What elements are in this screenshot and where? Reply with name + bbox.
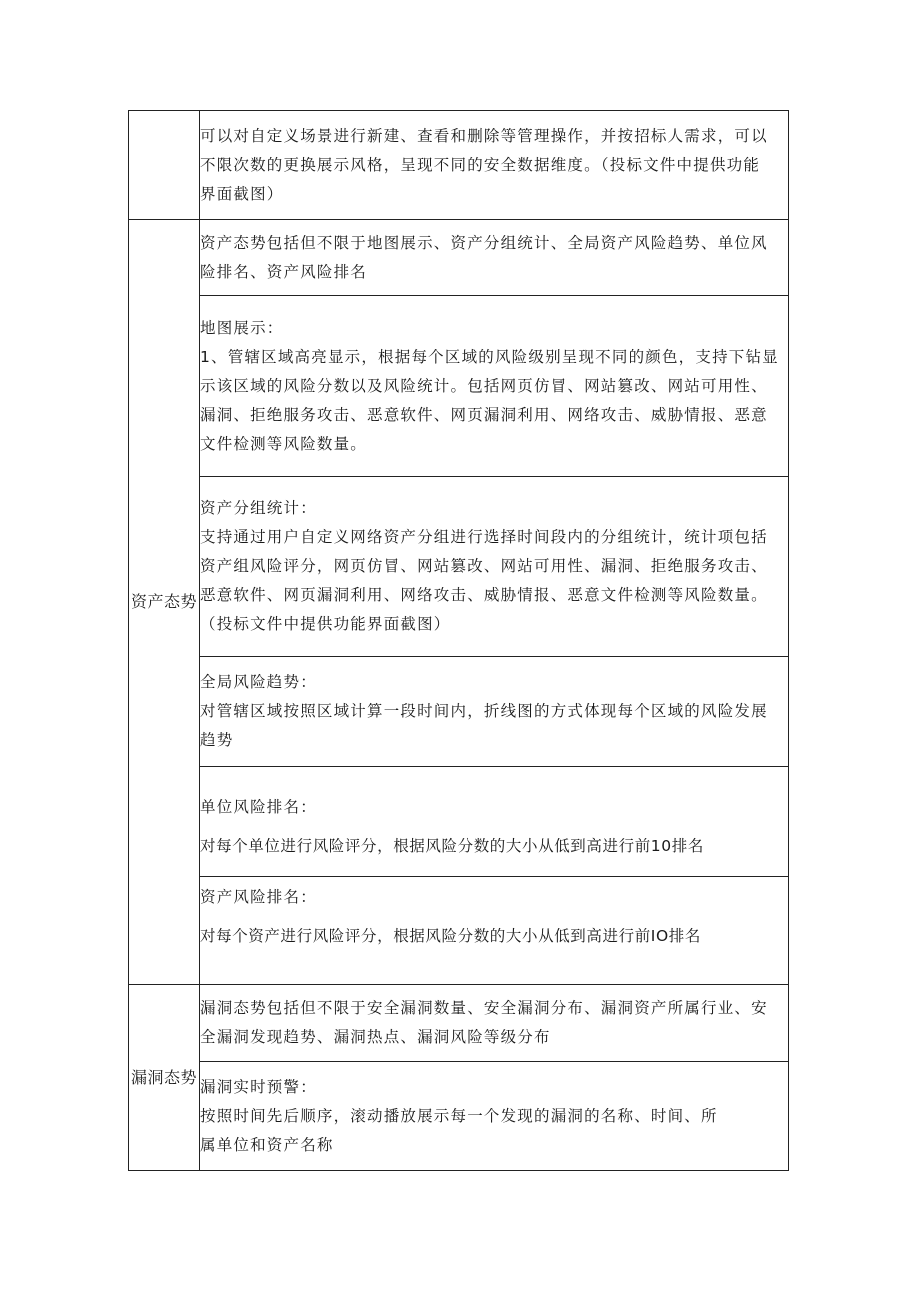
table-row (129, 767, 789, 877)
text-line: 示该区域的风险分数以及风险统计。包括网页仿冒、网站篡改、网站可用性、 (200, 376, 768, 395)
text-line: 对每个单位进行风险评分，根据风险分数的大小从低到高进行前10排名 (200, 836, 704, 855)
text-line: 文件检测等风险数量。 (200, 434, 368, 453)
description-cell (200, 296, 789, 477)
description-cell (200, 985, 789, 1062)
description-cell (200, 477, 789, 657)
text-line: 界面截图） (200, 184, 284, 203)
category-cell (129, 111, 200, 220)
table-row (129, 220, 789, 296)
text-line: 对管辖区域按照区域计算一段时间内，折线图的方式体现每个区域的风险发展 (200, 702, 768, 720)
text-line: 按照时间先后顺序，滚动播放展示每一个发现的漏洞的名称、时间、所 (200, 1106, 718, 1125)
text-line: 1、管辖区域高亮显示，根据每个区域的风险级别呈现不同的颜色，支持下钻显 (200, 347, 779, 366)
text-line: 全漏洞发现趋势、漏洞热点、漏洞风险等级分布 (200, 1028, 551, 1046)
text-line: 支持通过用户自定义网络资产分组进行选择时间段内的分组统计，统计项包括 (200, 528, 768, 546)
requirements-table (128, 110, 789, 1171)
description-cell (200, 1062, 789, 1171)
description-cell (200, 877, 789, 985)
category-asset-situation: 资产态势 (129, 220, 200, 985)
text-line: 资产风险排名： (200, 888, 317, 906)
text-line: 恶意软件、网页漏洞利用、网络攻击、威胁情报、恶意文件检测等风险数量。 (200, 586, 768, 604)
text-line: （投标文件中提供功能界面截图） (200, 615, 451, 633)
text-line: 单位风险排名： (200, 797, 317, 816)
table-row (129, 111, 789, 220)
text-line: 对每个资产进行风险评分，根据风险分数的大小从低到高进行前IO排名 (200, 927, 701, 945)
text-line: 漏洞态势包括但不限于安全漏洞数量、安全漏洞分布、漏洞资产所属行业、安 (200, 999, 768, 1017)
text-line: 资产组风险评分，网页仿冒、网站篡改、网站可用性、漏洞、拒绝服务攻击、 (200, 557, 768, 575)
text-line: 漏洞、拒绝服务攻击、恶意软件、网页漏洞利用、网络攻击、威胁情报、恶意 (200, 405, 768, 424)
text-line: 资产态势包括但不限于地图展示、资产分组统计、全局资产风险趋势、单位风 (200, 233, 768, 252)
table-row (129, 877, 789, 985)
description-cell (200, 220, 789, 296)
table-row (129, 477, 789, 657)
text-line: 属单位和资产名称 (200, 1135, 334, 1154)
text-line: 趋势 (200, 731, 234, 749)
text-line: 全局风险趋势： (200, 673, 317, 691)
description-cell (200, 767, 789, 877)
description-cell (200, 657, 789, 767)
text-line: 地图展示： (200, 318, 284, 337)
category-vulnerability-situation: 漏洞态势 (129, 985, 200, 1171)
table-row (129, 657, 789, 767)
text-line: 险排名、资产风险排名 (200, 262, 368, 281)
table-row (129, 1062, 789, 1171)
text-line: 资产分组统计： (200, 499, 317, 517)
text-line: 不限次数的更换展示风格，呈现不同的安全数据维度。（投标文件中提供功能 (200, 155, 761, 174)
description-cell (200, 111, 789, 220)
text-line: 漏洞实时预警： (200, 1077, 317, 1096)
table-row (129, 985, 789, 1062)
table-row (129, 296, 789, 477)
text-line: 可以对自定义场景进行新建、查看和删除等管理操作，并按招标人需求，可以 (200, 126, 768, 145)
